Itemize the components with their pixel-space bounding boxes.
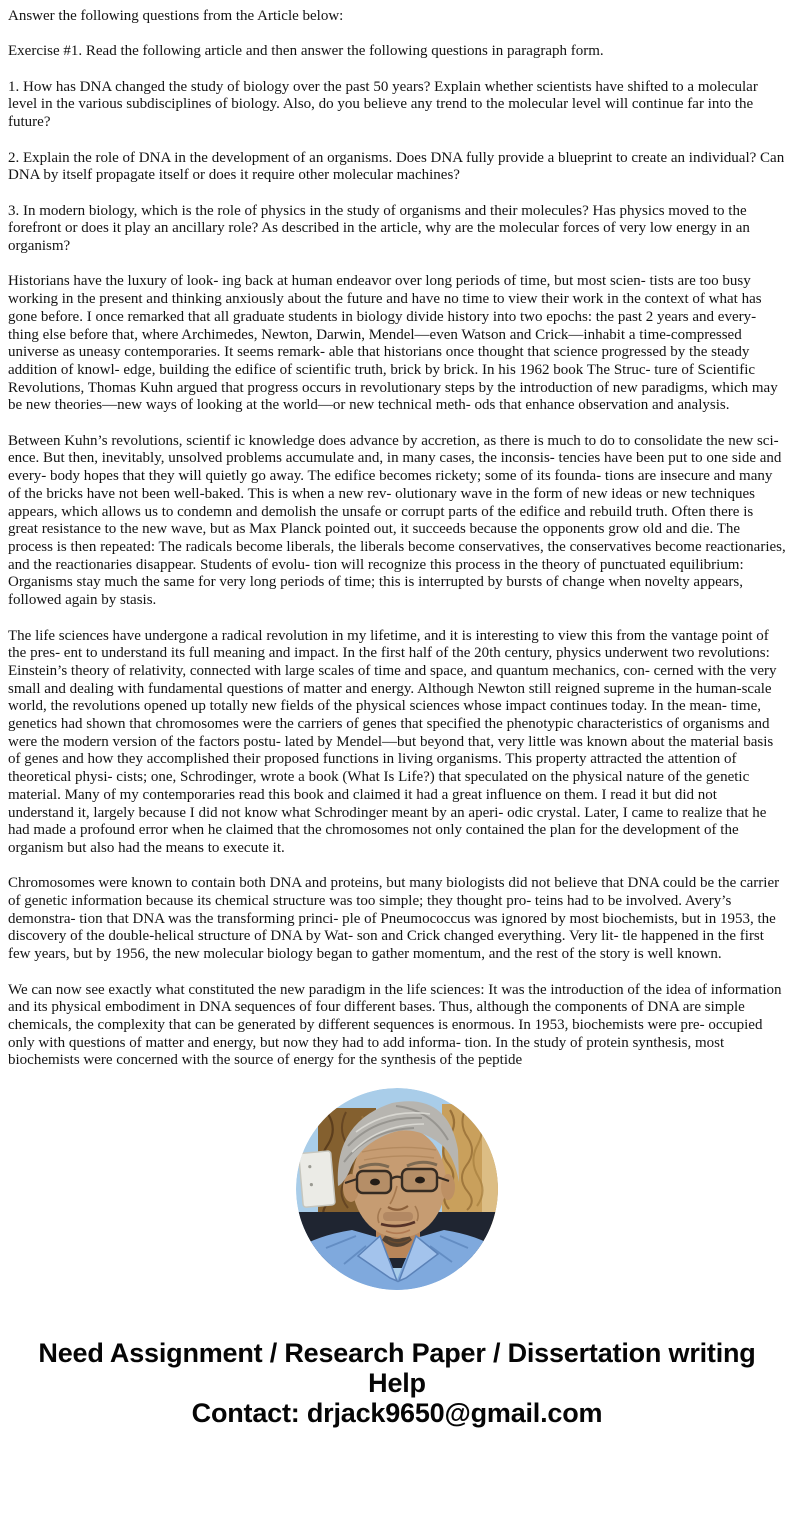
promo-footer xyxy=(15,1338,779,1428)
switch-plate xyxy=(299,1151,336,1208)
article-paragraph-2: Between Kuhn’s revolutions, scientif ic knowledge does advance by accretion, as there is much to do to consolidate the new sci- ence. But then, inevitably, unsolved problems accumulate and, in many cases, the inconsis- tencies have been put to one side and every- body hopes that they will quietly go away. The edifice becomes rickety; some of its founda- tions are insecure and many of the bricks have not been well-baked. This is when a new rev- olutionary wave in the form of new ideas or new techniques appears, which allows us to condemn and demolish the unsafe or corrupt parts of the edifice and rebuild truth. Often there is great resistance to the new wave, but as Max Planck pointed out, it succeeds because the opponents grow old and die. The process is then repeated: The radicals become liberals, the liberals become conservatives, the conservatives become reactionaries, and the reactionaries disappear. Students of evolu- tion will recognize this process in the theory of punctuated equilibrium: Organisms stay much the same for very long periods of time; this is interrupted by bursts of change when novelty appears, followed again by stasis. xyxy=(8,432,786,609)
left-eye xyxy=(370,1178,380,1185)
promo-heading: Need Assignment / Research Paper / Dissertation writing Help xyxy=(38,1337,756,1398)
question-2: 2. Explain the role of DNA in the development of an organisms. Does DNA fully provide a blueprint to create an individual? Can DNA by itself propagate itself or does it require other molecular machines? xyxy=(8,149,785,184)
intro-text: Answer the following questions from the Article below: xyxy=(8,8,344,24)
author-portrait xyxy=(296,1088,498,1290)
article-paragraph-3: The life sciences have undergone a radical revolution in my lifetime, and it is interesting to view this from the vantage point of the pres- ent to understand its full meaning and impact. In the first half of the 20th century, physics underwent two revolutions: Einstein’s theory of relativity, connected with large scales of time and space, and quantum mechanics, con- cerned with the very small and dealing with fundamental questions of matter and energy. Although Newton still reigned supreme in the human-scale world, the revolutions opened up totally new fields of the physical sciences whose impact continues today. In the mean- time, genetics had shown that chromosomes were the carriers of genes that specified the phenotypic characteristics of organisms and were the modern version of the factors postu- lated by Mendel—but beyond that, very little was known about the material basis of genes and how they accomplished their proposed functions in living organisms. This property attracted the attention of theoretical physi- cists; one, Schrodinger, wrote a book (What Is Life?) that speculated on the physical nature of the genetic material. Many of my contemporaries read this book and claimed it had a great influence on them. I read it but did not understand it, largely because I did not know what Schrodinger meant by an aperi- odic crystal. Later, I came to realize that he had made a profound error when he claimed that the chromosomes not only contained the plan for the development of the organism but also had the means to execute it. xyxy=(8,627,777,856)
article-paragraph-1: Historians have the luxury of look- ing back at human endeavor over long periods of time, but most scien- tists are too busy working in the present and thinking anxiously about the future and have no time to view their work in the context of what has gone before. I once remarked that all graduate students in biology divide history into two epochs: the past 2 years and every- thing else before that, where Archimedes, Newton, Darwin, Mendel—even Watson and Crick—inhabit a time-compressed universe as uneasy contemporaries. It seems remark- able that historians once thought that science progressed by the steady addition of knowl- edge, building the edifice of scientific truth, brick by brick. In his 1962 book The Struc- ture of Scientific Revolutions, Thomas Kuhn argued that progress occurs in revolutionary steps by the introduction of new paradigms, which may be new theories—new ways of looking at the world—or new technical meth- ods that enhance observation and analysis. xyxy=(8,273,778,414)
article-paragraph-4: Chromosomes were known to contain both DNA and proteins, but many biologists did not believe that DNA could be the carrier of genetic information because its chemical structure was too simple; they thought pro- teins had to be involved. Avery’s demonstra- tion that DNA was the transforming princi- ple of Pneumococcus was ignored by most biochemists, but in 1953, the discovery of the double-helical structure of DNA by Wat- son and Crick changed everything. Very lit- tle happened in the first few years, but by 1956, the new molecular biology began to gather momentum, and the rest of the story is well known. xyxy=(8,875,780,963)
promo-contact: Contact: drjack9650@gmail.com xyxy=(191,1397,603,1428)
article-paragraph-5: We can now see exactly what constituted the new paradigm in the life sciences: It was the introduction of the idea of information and its physical embodiment in DNA sequences of four different bases. Thus, although the components of DNA are simple chemicals, the complexity that can be generated by different sequences is enormous. In 1953, biochemists were pre- occupied only with questions of matter and energy, but now they had to add informa- tion. In the study of protein synthesis, most biochemists were concerned with the source of energy for the synthesis of the peptide xyxy=(8,981,782,1069)
question-1: 1. How has DNA changed the study of biology over the past 50 years? Explain whether scientists have shifted to a molecular level in the various subdisciplines of biology. Also, do you believe any trend to the molecular level will continue far into the future? xyxy=(8,78,758,131)
upper-lip-shade xyxy=(383,1212,413,1221)
portrait-photo-illustration xyxy=(296,1088,498,1290)
wood-panel-right-highlight xyxy=(482,1104,498,1230)
question-3: 3. In modern biology, which is the role of physics in the study of organisms and their molecules? Has physics moved to the forefront or does it play an ancillary role? As described in the article, why are the molecular forces of very low energy in an organism? xyxy=(8,202,750,255)
right-eye xyxy=(415,1176,425,1183)
exercise-instruction: Exercise #1. Read the following article and then answer the following questions in paragraph form. xyxy=(8,43,604,60)
